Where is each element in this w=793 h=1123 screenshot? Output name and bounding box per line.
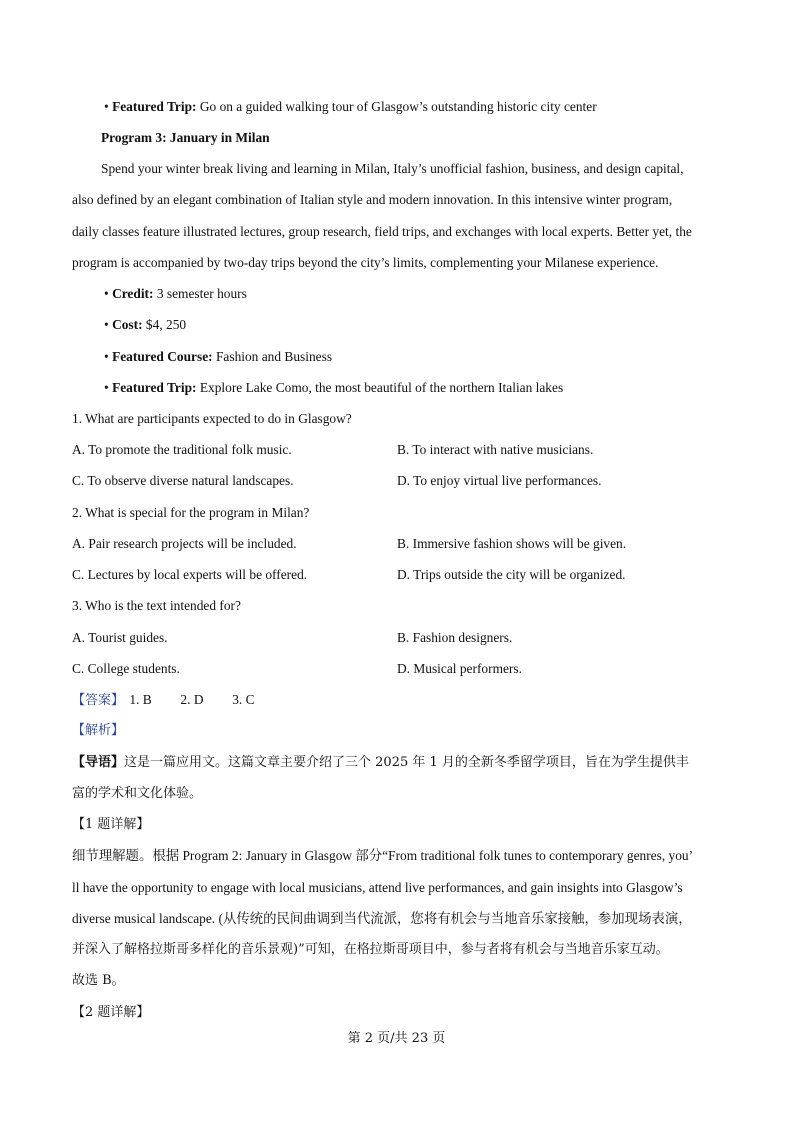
featured-course-label: Featured Course: (112, 349, 213, 364)
analysis-label: 【解析】 (72, 723, 125, 738)
question-1-option-c: C. To observe diverse natural landscapes. (72, 473, 294, 488)
featured-course-bullet (104, 348, 332, 366)
featured-trip-label: Featured Trip: (112, 380, 197, 395)
question-2-option-d: D. Trips outside the city will be organized. (397, 567, 626, 582)
answer-item: 2. D (180, 692, 204, 707)
cost-label: Cost: (112, 317, 143, 332)
q1-detail-line: ll have the opportunity to engage with local musicians, attend live performances, and gain insights into Glasgow’s (72, 880, 683, 895)
question-3-option-a: A. Tourist guides. (72, 630, 168, 645)
program3-paragraph-line: Spend your winter break living and learning in Milan, Italy’s unofficial fashion, business, and design capital, (101, 161, 684, 176)
glasgow-featured-trip (104, 98, 597, 116)
question-2: 2. What is special for the program in Milan? (72, 505, 310, 520)
question-3: 3. Who is the text intended for? (72, 598, 241, 613)
program3-paragraph-line: daily classes feature illustrated lectures, group research, field trips, and exchanges with local experts. Better yet, the (72, 224, 692, 239)
question-1: 1. What are participants expected to do in Glasgow? (72, 411, 352, 426)
question-1-option-b: B. To interact with native musicians. (397, 442, 594, 457)
answer-line (72, 691, 255, 710)
q1-detail-line: 细节理解题。根据 Program 2: January in Glasgow 部分“From traditional folk tunes to contemporary genres, you’ (72, 848, 694, 863)
milan-featured-trip-bullet (104, 379, 563, 397)
q2-detail-label: 【2 题详解】 (72, 1005, 150, 1020)
bullet: • (104, 349, 109, 364)
answer-item: 1. B (129, 692, 152, 707)
answer-item: 3. C (232, 692, 255, 707)
featured-trip-text: Explore Lake Como, the most beautiful of the northern Italian lakes (199, 380, 564, 395)
question-1-option-d: D. To enjoy virtual live performances. (397, 473, 602, 488)
answer-label: 【答案】 (72, 693, 125, 708)
program3-paragraph-line: also defined by an elegant combination of Italian style and modern innovation. In this intensive winter program, (72, 192, 673, 207)
q1-detail-line: 并深入了解格拉斯哥多样化的音乐景观)”可知，在格拉斯哥项目中，参与者将有机会与当地音乐家互动。 (72, 942, 669, 957)
question-1-option-a: A. To promote the traditional folk music. (72, 442, 292, 457)
credit-label: Credit: (112, 286, 154, 301)
intro-line (72, 754, 689, 772)
cost-bullet (104, 316, 186, 334)
featured-trip-label: Featured Trip: (112, 99, 197, 114)
program3-heading: Program 3: January in Milan (101, 130, 270, 145)
question-3-option-b: B. Fashion designers. (397, 630, 513, 645)
bullet: • (104, 286, 109, 301)
featured-course-value: Fashion and Business (215, 349, 333, 364)
question-3-option-c: C. College students. (72, 661, 180, 676)
featured-trip-text: Go on a guided walking tour of Glasgow’s outstanding historic city center (199, 99, 597, 114)
q1-detail-line: diverse musical landscape. (从传统的民间曲调到当代流派，您将有机会与当地音乐家接触，参加现场表演， (72, 911, 692, 926)
credit-value: 3 semester hours (156, 286, 247, 301)
credit-bullet (104, 285, 247, 303)
question-3-option-d: D. Musical performers. (397, 661, 522, 676)
intro-line: 富的学术和文化体验。 (72, 786, 203, 801)
question-2-option-a: A. Pair research projects will be included. (72, 536, 297, 551)
cost-value: $4, 250 (145, 317, 187, 332)
bullet: • (104, 99, 109, 114)
question-2-option-b: B. Immersive fashion shows will be given. (397, 536, 627, 551)
question-2-option-c: C. Lectures by local experts will be offered. (72, 567, 308, 582)
bullet: • (104, 380, 109, 395)
page-number-footer: 第 2 页/共 23 页 (347, 1031, 446, 1046)
program3-paragraph-line: program is accompanied by two-day trips beyond the city’s limits, complementing your Milanese experience. (72, 255, 659, 270)
q1-detail-line: 故选 B。 (72, 973, 125, 988)
intro-text: 这是一篇应用文。这篇文章主要介绍了三个 2025 年 1 月的全新冬季留学项目，旨在为学生提供丰 (124, 755, 689, 770)
intro-label: 【导语】 (72, 755, 125, 770)
q1-detail-label: 【1 题详解】 (72, 817, 150, 832)
bullet: • (104, 317, 109, 332)
